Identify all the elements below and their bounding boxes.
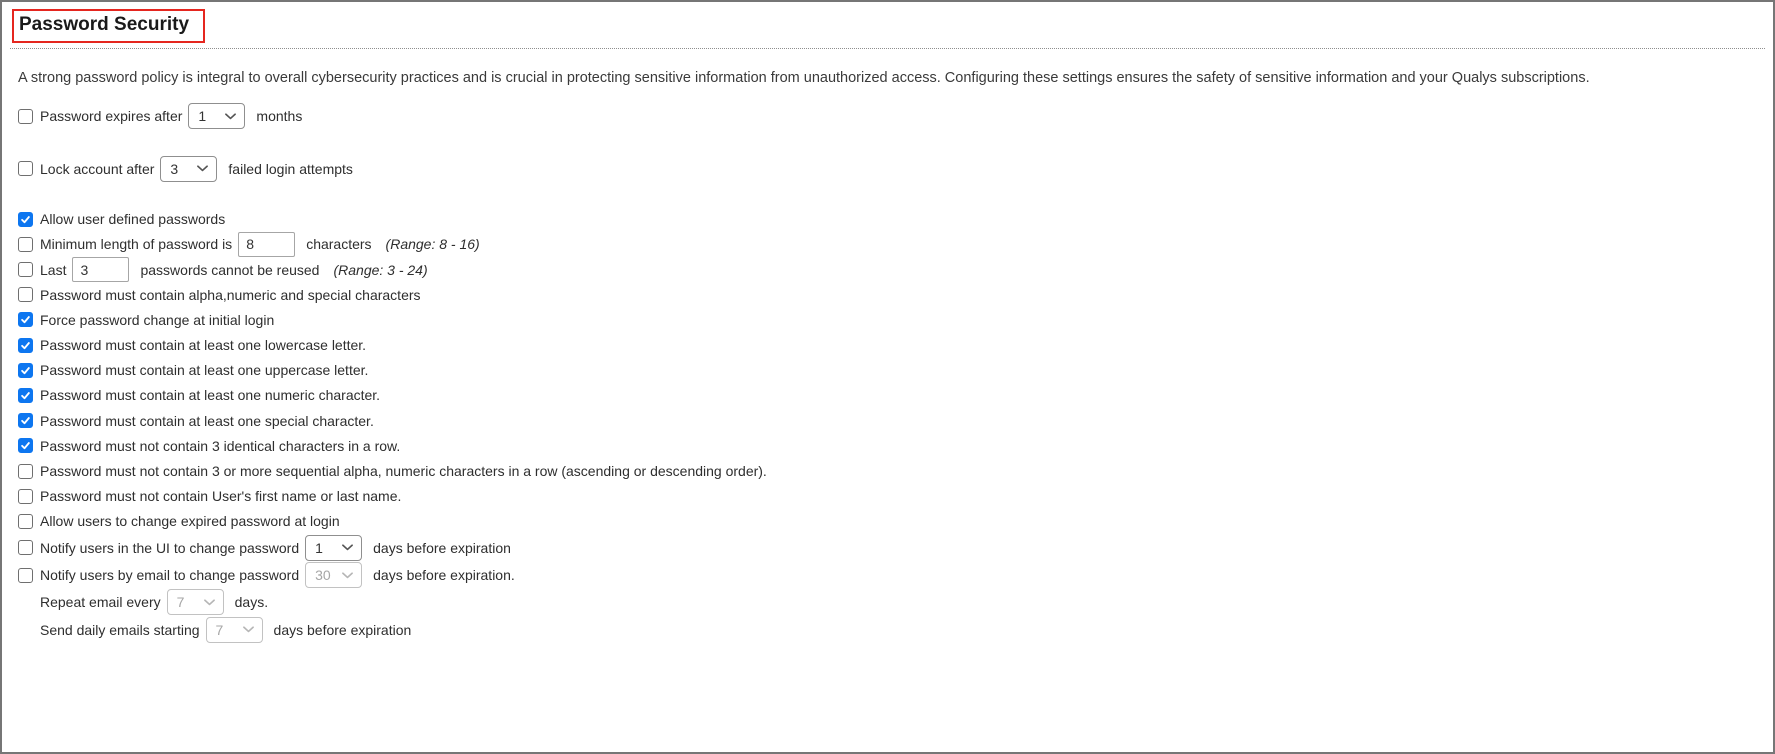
setting-row bbox=[18, 383, 1773, 408]
setting-row bbox=[18, 534, 1773, 561]
dropdown-selected-value: 7 bbox=[176, 594, 185, 611]
setting-label-suffix: days. bbox=[234, 594, 269, 611]
setting-label-suffix: months bbox=[256, 108, 303, 125]
setting-label-suffix: days before expiration. bbox=[373, 567, 515, 584]
chevron-down-icon bbox=[243, 626, 254, 633]
checkmark-icon bbox=[20, 365, 31, 376]
setting-checkbox[interactable] bbox=[18, 540, 33, 555]
setting-label: Password must contain at least one numeric character. bbox=[40, 387, 381, 404]
setting-label: Notify users in the UI to change password bbox=[40, 539, 300, 556]
value-input[interactable] bbox=[238, 232, 295, 257]
value-dropdown[interactable] bbox=[188, 103, 245, 129]
value-dropdown[interactable] bbox=[305, 535, 362, 561]
setting-row bbox=[18, 484, 1773, 509]
setting-checkbox[interactable] bbox=[18, 438, 33, 453]
setting-label-suffix: passwords cannot be reused bbox=[140, 261, 320, 278]
setting-row bbox=[18, 155, 1773, 182]
dropdown-selected-value: 3 bbox=[170, 160, 179, 177]
setting-checkbox[interactable] bbox=[18, 109, 33, 124]
dropdown-selected-value: 1 bbox=[198, 108, 207, 125]
setting-row bbox=[18, 257, 1773, 282]
setting-checkbox[interactable] bbox=[18, 489, 33, 504]
setting-checkbox[interactable] bbox=[18, 568, 33, 583]
setting-row bbox=[18, 561, 1773, 588]
checkmark-icon bbox=[20, 440, 31, 451]
setting-label: Repeat email every bbox=[40, 594, 161, 611]
setting-label: Lock account after bbox=[40, 160, 155, 177]
setting-label: Allow users to change expired password at login bbox=[40, 513, 340, 530]
setting-checkbox[interactable] bbox=[18, 363, 33, 378]
settings-list bbox=[18, 103, 1773, 644]
setting-label: Force password change at initial login bbox=[40, 311, 275, 328]
chevron-down-icon bbox=[197, 165, 208, 172]
setting-label: Send daily emails starting bbox=[40, 621, 200, 638]
page-title-highlight-box bbox=[12, 9, 205, 43]
setting-row bbox=[18, 282, 1773, 307]
setting-label: Allow user defined passwords bbox=[40, 211, 226, 228]
setting-label: Last bbox=[40, 261, 67, 278]
settings-content bbox=[2, 70, 1773, 644]
chevron-down-icon bbox=[342, 572, 353, 579]
value-dropdown[interactable] bbox=[305, 562, 362, 588]
page-title: Password Security bbox=[19, 14, 190, 35]
setting-checkbox[interactable] bbox=[18, 161, 33, 176]
setting-row bbox=[40, 589, 1773, 616]
setting-label-suffix: days before expiration bbox=[373, 539, 511, 556]
setting-row bbox=[18, 103, 1773, 130]
setting-label-suffix: days before expiration bbox=[273, 621, 412, 638]
setting-label: Password must contain at least one uppercase letter. bbox=[40, 362, 369, 379]
setting-label: Minimum length of password is bbox=[40, 236, 233, 253]
setting-checkbox[interactable] bbox=[18, 237, 33, 252]
setting-label-suffix: failed login attempts bbox=[228, 160, 353, 177]
setting-row bbox=[18, 433, 1773, 458]
setting-checkbox[interactable] bbox=[18, 464, 33, 479]
setting-label-suffix: characters bbox=[306, 236, 372, 253]
setting-checkbox[interactable] bbox=[18, 287, 33, 302]
setting-checkbox[interactable] bbox=[18, 388, 33, 403]
setting-row bbox=[18, 307, 1773, 332]
dropdown-selected-value: 7 bbox=[215, 621, 224, 638]
value-dropdown[interactable] bbox=[167, 589, 224, 615]
setting-checkbox[interactable] bbox=[18, 312, 33, 327]
range-note: (Range: 3 - 24) bbox=[333, 261, 428, 278]
setting-checkbox[interactable] bbox=[18, 514, 33, 529]
setting-checkbox[interactable] bbox=[18, 338, 33, 353]
dropdown-selected-value: 1 bbox=[315, 539, 323, 556]
chevron-down-icon bbox=[204, 599, 215, 606]
setting-row bbox=[18, 232, 1773, 257]
value-dropdown[interactable] bbox=[160, 156, 217, 182]
range-note: (Range: 8 - 16) bbox=[385, 236, 480, 253]
setting-row bbox=[40, 616, 1773, 643]
checkmark-icon bbox=[20, 415, 31, 426]
setting-row bbox=[18, 358, 1773, 383]
setting-row bbox=[18, 207, 1773, 232]
dropdown-selected-value: 30 bbox=[315, 567, 331, 584]
checkmark-icon bbox=[20, 340, 31, 351]
value-input[interactable] bbox=[72, 257, 129, 282]
setting-row bbox=[18, 458, 1773, 483]
setting-checkbox[interactable] bbox=[18, 262, 33, 277]
checkmark-icon bbox=[20, 390, 31, 401]
setting-label: Password must not contain User's first name or last name. bbox=[40, 488, 402, 505]
title-row bbox=[2, 2, 1773, 43]
setting-label: Password must not contain 3 or more sequential alpha, numeric characters in a row (ascending or descending order). bbox=[40, 463, 767, 480]
setting-label: Password expires after bbox=[40, 108, 183, 125]
chevron-down-icon bbox=[342, 544, 353, 551]
setting-row bbox=[18, 408, 1773, 433]
setting-checkbox[interactable] bbox=[18, 212, 33, 227]
setting-checkbox[interactable] bbox=[18, 413, 33, 428]
value-dropdown[interactable] bbox=[206, 617, 263, 643]
description-text: A strong password policy is integral to overall cybersecurity practices and is crucial in protecting sensitive information from unauthorized access. Configuring these settings ensures the safety of sensitive information and your Qualys subscriptions. bbox=[18, 69, 1590, 86]
setting-label: Password must contain at least one special character. bbox=[40, 412, 374, 429]
setting-label: Notify users by email to change password bbox=[40, 567, 300, 584]
setting-label: Password must contain alpha,numeric and special characters bbox=[40, 286, 421, 303]
title-divider bbox=[10, 48, 1765, 49]
checkmark-icon bbox=[20, 214, 31, 225]
setting-row bbox=[18, 333, 1773, 358]
setting-label: Password must contain at least one lowercase letter. bbox=[40, 337, 367, 354]
setting-label: Password must not contain 3 identical characters in a row. bbox=[40, 437, 401, 454]
setting-row bbox=[18, 509, 1773, 534]
checkmark-icon bbox=[20, 314, 31, 325]
chevron-down-icon bbox=[225, 113, 236, 120]
